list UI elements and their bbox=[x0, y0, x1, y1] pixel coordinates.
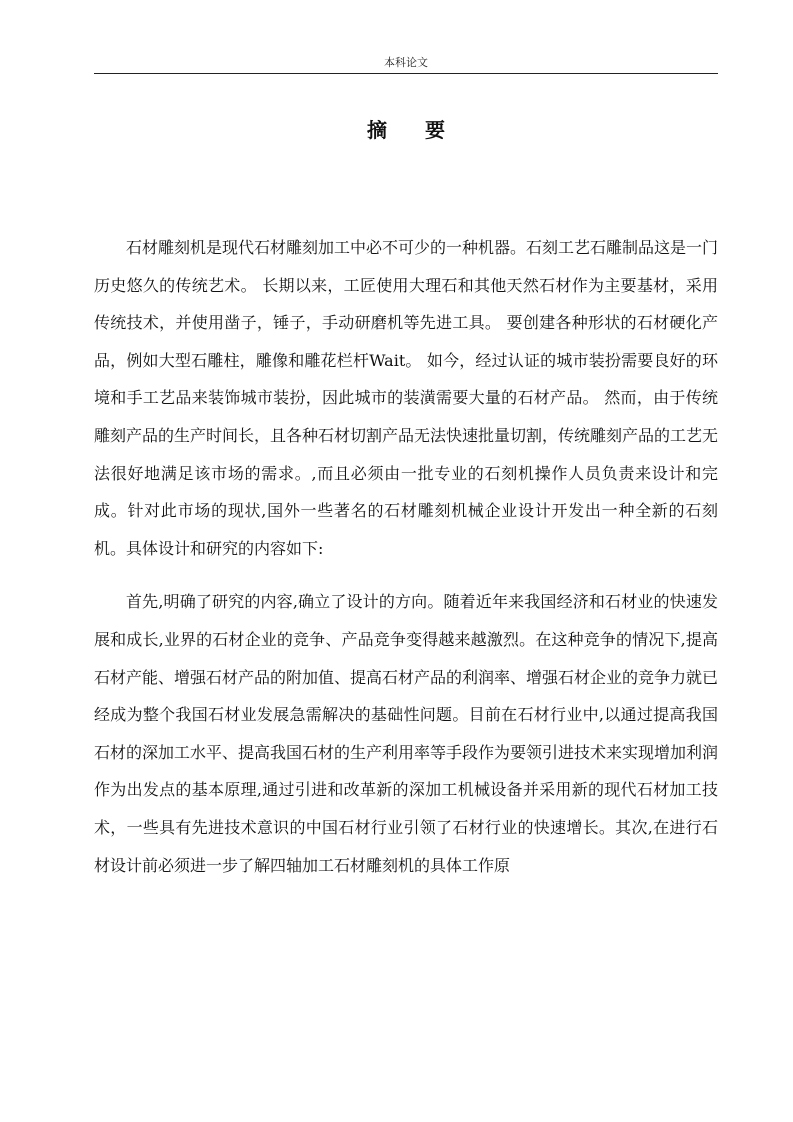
abstract-paragraph-2: 首先,明确了研究的内容,确立了设计的方向。随着近年来我国经济和石材业的快速发展和成长,业界的石材企业的竞争、产品竞争变得越来越激烈。在这种竞争的情况下,提高石材产能、增强石材产品的附加值、提高石材产品的利润率、增强石材企业的竞争力就已经成为整个我国石材业发展急需解决的基础性问题。目前在石材行业中,以通过提高我国石材的深加工水平、提高我国石材的生产利用率等手段作为要领引进技术来实现增加利润作为出发点的基本原理,通过引进和改革新的深加工机械设备并采用新的现代石材加工技术，一些具有先进技术意识的中国石材行业引领了石材行业的快速增长。其次,在进行石材设计前必须进一步了解四轴加工石材雕刻机的具体工作原 bbox=[94, 592, 719, 875]
abstract-title: 摘要 bbox=[367, 118, 483, 142]
running-header: 本科论文 bbox=[384, 56, 428, 69]
abstract-paragraph-1: 石材雕刻机是现代石材雕刻加工中必不可少的一种机器。石刻工艺石雕制品这是一门历史悠久的传统艺术。 长期以来，工匠使用大理石和其他天然石材作为主要基材，采用传统技术，并使用凿子，锤子，手动研磨机等先进工具。 要创建各种形状的石材硬化产品，例如大型石雕柱，雕像和雕花栏杆Wait。 如今，经过认证的城市装扮需要良好的环境和手工艺品来装饰城市装扮，因此城市的装潢需要大量的石材产品。 然而，由于传统雕刻产品的生产时间长，且各种石材切割产品无法快速批量切割，传统雕刻产品的工艺无法很好地满足该市场的需求。,而且必须由一批专业的石刻机操作人员负责来设计和完成。针对此市场的现状,国外一些著名的石材雕刻机械企业设计开发出一种全新的石刻机。具体设计和研究的内容如下: bbox=[94, 238, 719, 558]
abstract-body bbox=[94, 229, 718, 884]
header-rule bbox=[94, 73, 718, 74]
